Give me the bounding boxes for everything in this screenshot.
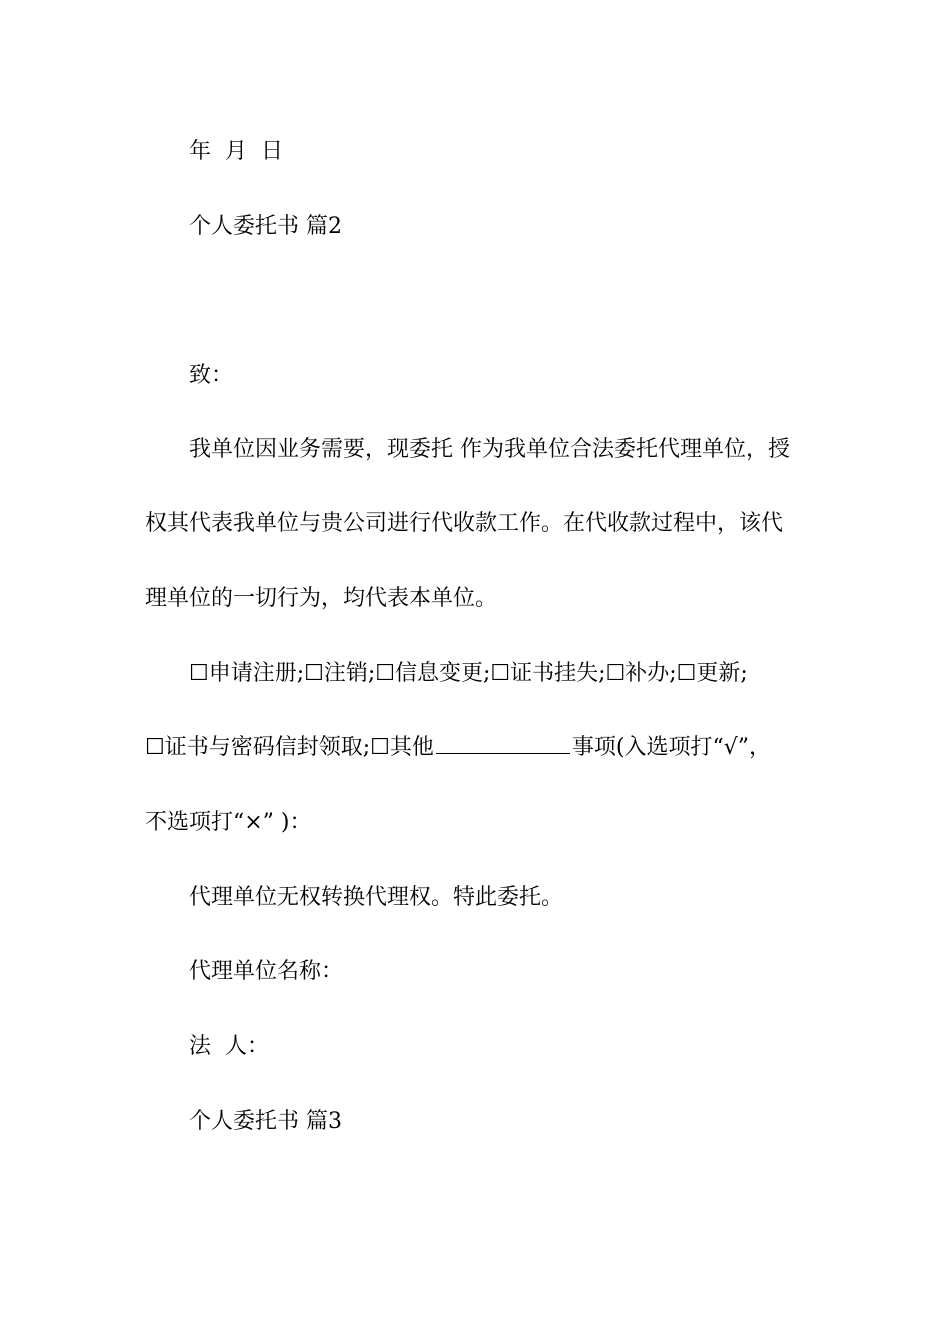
agent-name-label: 代理单位名称： [189,959,344,984]
options-line-1: ☐申请注册;☐注销;☐信息变更;☐证书挂失;☐补办;☐更新; [189,661,748,686]
date-day: 日 [261,139,284,164]
options-line-3: 不选项打“×” )： [145,810,312,835]
date-month: 月 [225,139,248,164]
fill-in-blank [436,733,570,754]
date-line [189,137,869,167]
options-line-2-end: 事项(入选项打“√”， [571,735,771,760]
body-paragraph-line-2: 权其代表我单位与贵公司进行代收款工作。在代收款过程中，该代 [145,511,784,536]
body-paragraph-line-3: 理单位的一切行为，均代表本单位。 [145,586,498,611]
statement: 代理单位无权转换代理权。特此委托。 [189,885,564,910]
legal-person-label [189,1032,869,1062]
section-heading-2: 个人委托书 篇2 [189,214,342,239]
salutation: 致： [189,363,234,388]
options-line-2-start: ☐证书与密码信封领取;☐其他 [145,735,434,760]
section-heading-3: 个人委托书 篇3 [189,1109,342,1134]
date-year: 年 [189,139,212,164]
body-paragraph-line-1: 我单位因业务需要，现委托 作为我单位合法委托代理单位，授 [189,437,790,462]
legal-person-text: 法 人： [189,1034,269,1059]
options-line-2 [145,733,825,763]
